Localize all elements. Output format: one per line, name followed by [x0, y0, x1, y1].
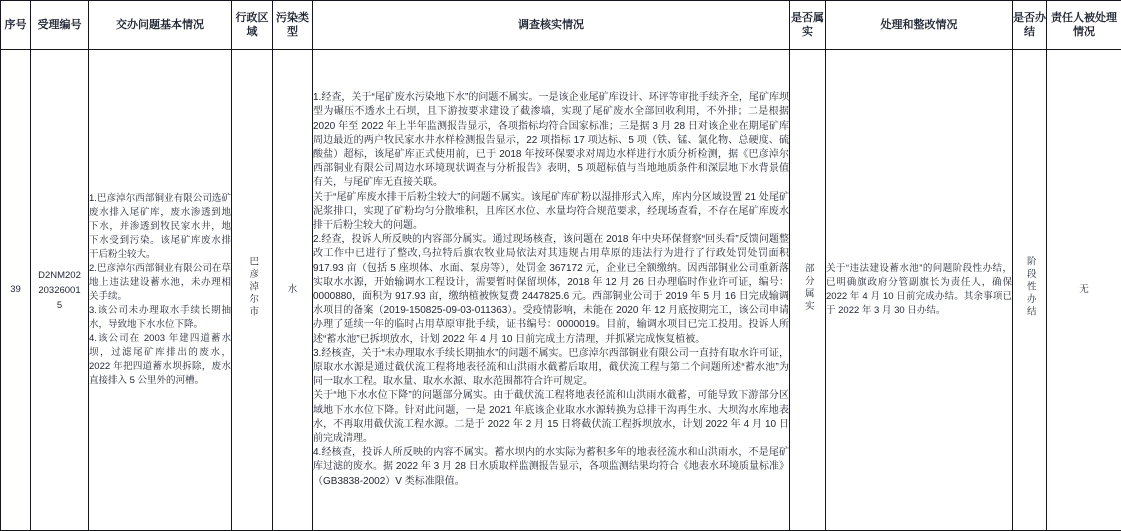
header-pollution-type: 污染类型 [273, 1, 313, 50]
cell-case-no [31, 50, 89, 531]
seq-value: 39 [10, 284, 21, 295]
investigation-para-3: 2.经查，投诉人所反映的内容部分属实。通过现场核查，该问题在 2018 年中央环保督察“回头看”反馈问题整改工作中已进行了整改,乌拉特后旗农牧业局依法对其违规占用草原的违法行为进行了行政处罚处罚面积 917.93 亩（包括 5 座坝体、水面、泵房等），处罚金 367172 元，企业已全额缴纳。因西部铜业公司重新落实取水水源，开始输调水工程设计，需要暂时保留坝体，2018 年 12 月 26 日办理临时作业许可证，编号：0000880，面积为 917.93 亩，缴纳植被恢复费 2447825.6 元。西部铜业公司于 2019 年 5 月 16 日完成输调水项目的备案（2019-150825-09-03-011363）。受疫情影响，未能在 2020 年 12 月底按期完工，该公司申请办理了延续一年的临时占用草原审批手续，证书编号：0000019。目前，输调水项目已完工投用。投诉人所述“蓄水池”已拆坝放水，计划 2022 年 4 月 10 日前完成土方清理，并抓紧完成恢复植被。 [313, 234, 789, 345]
cell-investigation [313, 50, 790, 531]
problem-item-1: 1.巴彦淖尔西部铜业有限公司选矿废水排入尾矿库，废水渗透到地下水，并渗透到牧民家水井，地下水受到污染。该尾矿库废水排干后粉尘较大。 [89, 193, 231, 260]
investigation-para-6: 4.经核查，投诉人所反映的内容不属实。蓄水坝内的水实际为蓄积多年的地表径流水和山洪雨水，不是尾矿库过滤的废水。据 2022 年 3 月 28 日水质取样监测报告显示，各项监测结果均符合《地表水环境质量标准》（GB3838-2002）V 类标准限值。 [313, 447, 789, 487]
cell-pollution-type [273, 50, 313, 531]
header-region: 行政区域 [232, 1, 273, 50]
header-responsible: 责任人被处理情况 [1047, 1, 1121, 50]
cell-problem [89, 50, 232, 531]
is-concluded-value: 阶段性办结 [1024, 256, 1036, 319]
header-problem: 交办问题基本情况 [89, 1, 232, 50]
investigation-para-5: 关于“地下水水位下降”的问题部分属实。由于截伏流工程将地表径流和山洪雨水截蓄，可能导致下游部分区域地下水水位下降。针对此问题，一是 2021 年底该企业取水水源转换为总排干沟再生水、大坝沟水库地表水，不再取用截伏流工程水源。二是于 2022 年 2 月 15 日将截伏流工程拆坝放水，计划 2022 年 4 月 10 日前完成清理。 [313, 390, 789, 445]
region-value: 巴彦淖尔市 [247, 256, 259, 319]
problem-item-2: 2.巴彦淖尔西部铜业有限公司在草地上违法建设蓄水池，未办理相关手续。 [89, 263, 231, 302]
case-no-value: D2NM202203260015 [38, 269, 81, 311]
cell-is-true [790, 50, 826, 531]
problem-item-4: 4.该公司在 2003 年建四道蓄水坝，过滤尾矿库排出的废水，2022 年把四道蓄水坝拆除，废水直接排入 5 公里外的河槽。 [89, 333, 231, 386]
header-seq: 序号 [1, 1, 31, 50]
header-case-no: 受理编号 [31, 1, 89, 50]
pollution-type-value: 水 [287, 284, 298, 295]
investigation-para-2: 关于“尾矿库废水排干后粉尘较大”的问题不属实。该尾矿库矿粉以湿排形式入库，库内分区域设置 21 处尾矿泥浆排口，实现了矿粉均匀分散堆积，且库区水位、水量均符合规范要求，经现场查看，不存在尾矿库废水排干后粉尘较大的问题。 [313, 191, 789, 231]
header-handling: 处理和整改情况 [826, 1, 1013, 50]
cell-region [232, 50, 273, 531]
responsible-value: 无 [1079, 284, 1089, 295]
cell-handling [826, 50, 1013, 531]
investigation-para-1: 1.经查，关于“尾矿废水污染地下水”的问题不属实。一是该企业尾矿库设计、环评等审批手续齐全，尾矿库坝型为碾压不透水土石坝，且下游按要求建设了截渗墙，实现了尾矿废水全部回收利用，不外排；二是根据 2020 年至 2022 年上半年监测报告显示，各项指标均符合国家标准；三是据 3 月 28 日对该企业在期尾矿库周边最近的两户牧民家水井水样检测报告显示，22 项指标 17 项达标、5 项（铁、锰、氯化物、总硬度、硫酸盐）超标，该尾矿库正式使用前，已于 2018 年按环保要求对周边水样进行水质分析检测，据《巴彦淖尔西部铜业有限公司周边水环境现状调查与分析报告》表明，5 项超标值与当地地质条件和深层地下水背景值有关，与尾矿库无直接关联。 [313, 92, 789, 189]
header-row [1, 1, 1121, 50]
cell-is-concluded [1013, 50, 1047, 531]
table-row [1, 50, 1121, 531]
investigation-para-4: 3.经核查，关于“未办理取水手续长期抽水”的问题不属实。巴彦淖尔西部铜业有限公司一直持有取水许可证，原取水水源是通过截伏流工程将地表径流和山洪雨水截蓄后取用，截伏流工程与第二个问题所述“蓄水池”为同一取水工程。取水量、取水水源、取水范围都符合许可规定。 [313, 347, 789, 388]
header-is-concluded: 是否办结 [1013, 1, 1047, 50]
handling-text: 关于“违法建设蓄水池”的问题阶段性办结，已明确旗政府分管副旗长为责任人，确保 2022 年 4 月 10 日前完成办结。其余事项已于 2022 年 3 月 30 日办结。 [826, 263, 1012, 316]
header-investigation: 调查核实情况 [313, 1, 790, 50]
cell-seq [1, 50, 31, 531]
is-true-value: 部分属实 [802, 262, 814, 313]
problem-item-3: 3.该公司未办理取水手续长期抽水，导致地下水水位下降。 [89, 305, 231, 330]
cell-responsible [1047, 50, 1121, 531]
header-is-true: 是否属实 [790, 1, 826, 50]
